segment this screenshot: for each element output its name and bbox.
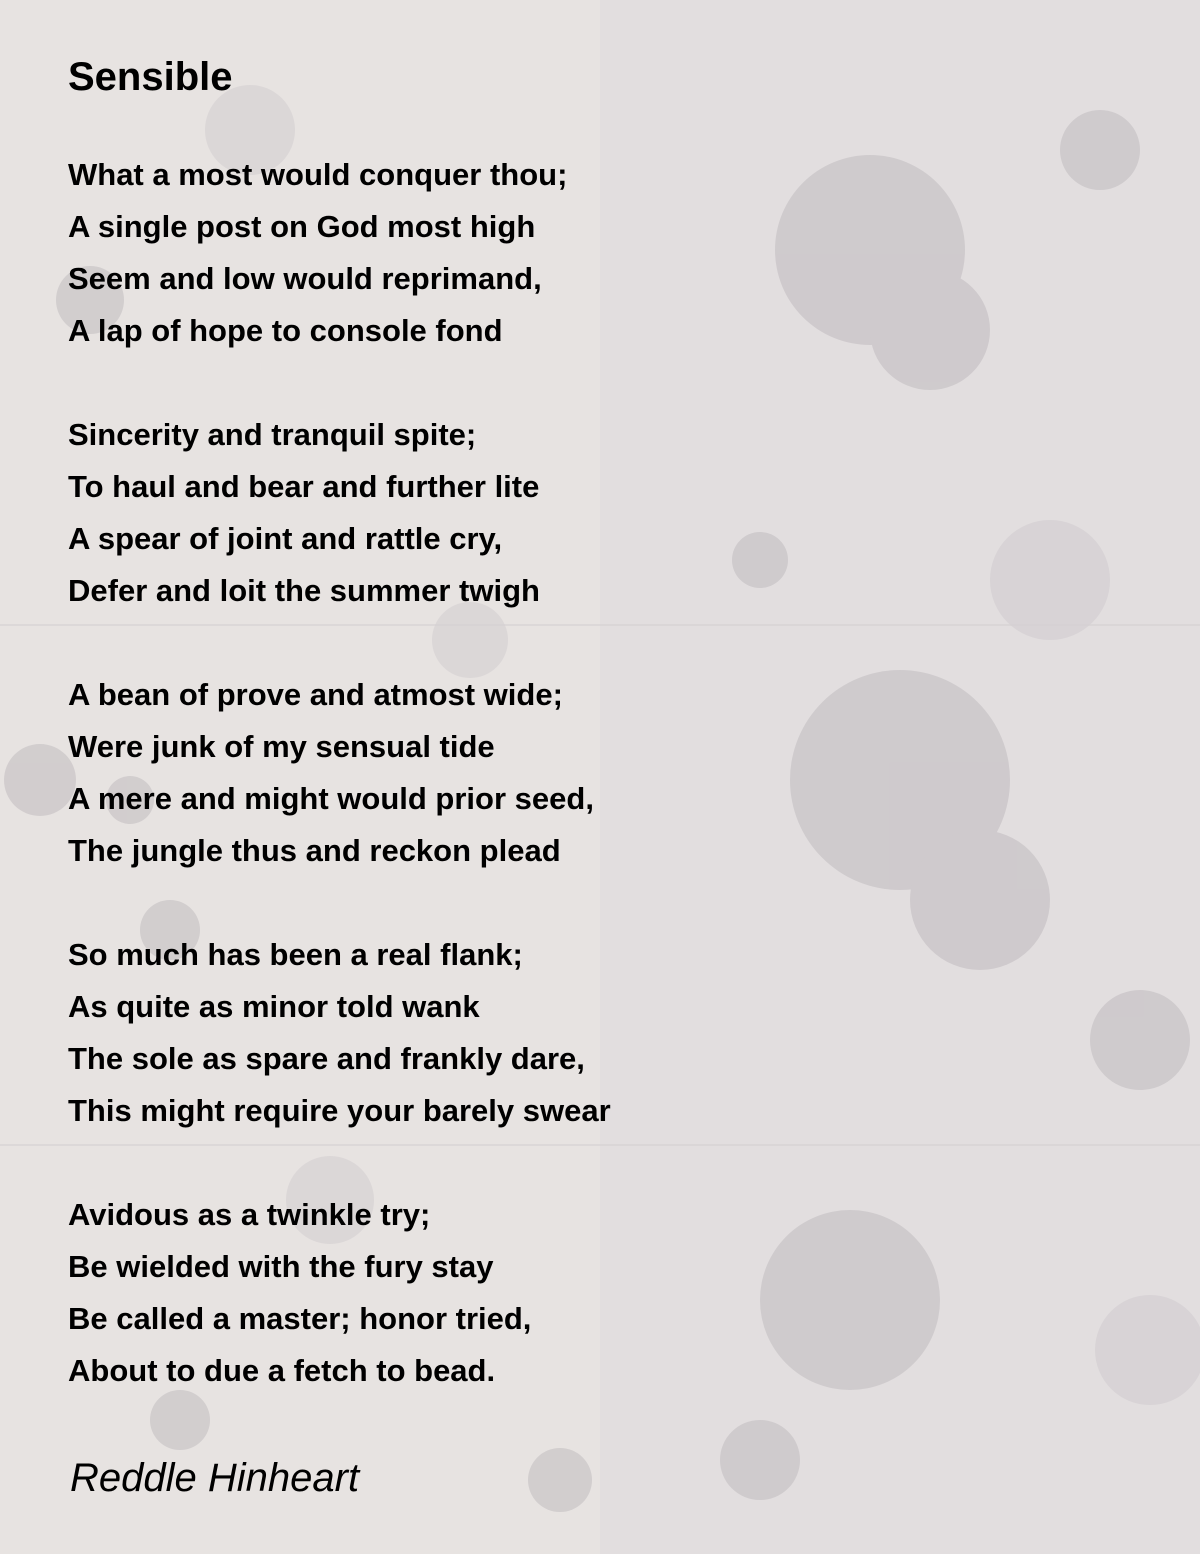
poem-line: As quite as minor told wank bbox=[68, 989, 480, 1024]
poem-line: A lap of hope to console fond bbox=[68, 313, 503, 348]
stanza-1 bbox=[68, 149, 567, 357]
poem-line: A single post on God most high bbox=[68, 209, 536, 244]
poem-line: Be called a master; honor tried, bbox=[68, 1301, 532, 1336]
poem-line: The sole as spare and frankly dare, bbox=[68, 1041, 585, 1076]
poem-line: Avidous as a twinkle try; bbox=[68, 1197, 431, 1232]
poem-line: Sincerity and tranquil spite; bbox=[68, 417, 477, 452]
poem-line: To haul and bear and further lite bbox=[68, 469, 540, 504]
stanza-4 bbox=[68, 929, 611, 1137]
stanza-3 bbox=[68, 669, 594, 877]
poem-line: Defer and loit the summer twigh bbox=[68, 573, 540, 608]
poem-line: A spear of joint and rattle cry, bbox=[68, 521, 503, 556]
poem-line: A mere and might would prior seed, bbox=[68, 781, 594, 816]
poem-line: Were junk of my sensual tide bbox=[68, 729, 495, 764]
poem-line: Seem and low would reprimand, bbox=[68, 261, 542, 296]
poem-line: What a most would conquer thou; bbox=[68, 157, 568, 192]
poem-line: This might require your barely swear bbox=[68, 1093, 611, 1128]
poem-author: Reddle Hinheart bbox=[70, 1456, 360, 1500]
poem-title: Sensible bbox=[68, 55, 233, 99]
poem-line: The jungle thus and reckon plead bbox=[68, 833, 561, 868]
poem-line: Be wielded with the fury stay bbox=[68, 1249, 494, 1284]
poem-line: So much has been a real flank; bbox=[68, 937, 523, 972]
stanza-2 bbox=[68, 409, 540, 617]
poem-line: A bean of prove and atmost wide; bbox=[68, 677, 563, 712]
poem-line: About to due a fetch to bead. bbox=[68, 1353, 496, 1388]
stanza-5 bbox=[68, 1189, 531, 1397]
